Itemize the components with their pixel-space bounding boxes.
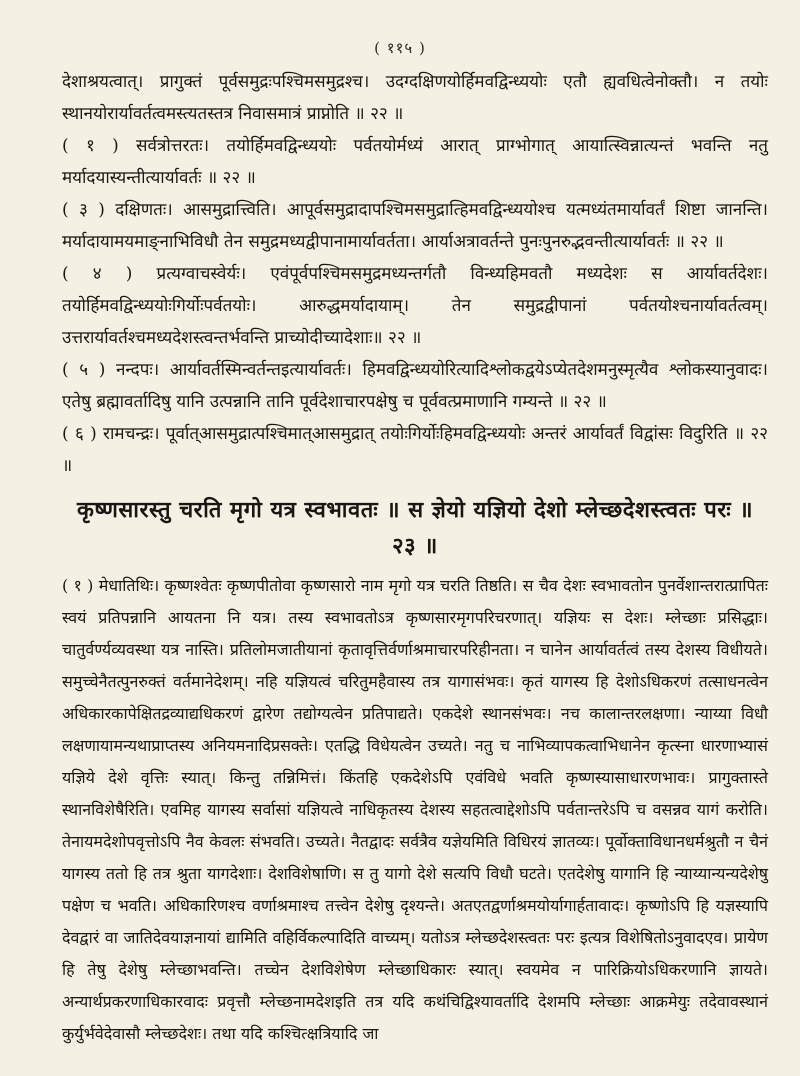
commentary-item-3: ( ३ ) दक्षिणतः। आसमुद्रात्त्विति। आपूर्वसमुद्रादापश्चिमसमुद्रात्हिमवद्विन्ध्ययोश्च यत्मध्यंतमार्यावर्तं शिष्टा जानन्ति। मर्यादायामयमाङ्नाभिविधौ तेन समुद्रमध्यद्वीपानामार्यावर्तता। आर्याअत्रावर्तन्ते पुनःपुनरुद्भवन्तीत्यार्यावर्तः ॥ २२ ॥ xyxy=(62,200,768,252)
verse-heading: कृष्णसारस्तु चरति मृगो यत्र स्वभावतः ॥ स ज्ञेयो यज्ञियो देशो म्लेच्छदेशस्त्वतः परः ॥ २३ ॥ xyxy=(76,497,753,559)
commentary-item-4: ( ४ ) प्रत्यग्वाचस्वेर्यः। एवंपूर्वपश्चिमसमुद्रमध्यन्तर्गतौ विन्ध्यहिमवतौ मध्यदेशः स आर्यावर्तदेशः। तयोर्हिमवद्विन्ध्ययोःगिर्योःपर्वतयोः। आरुद्धमर्यादायाम्। तेन समुद्रद्वीपानां पर्वतयोश्चनार्यावर्तत्वम्। उत्तरार्यावर्तश्चमध्यदेशस्त्वन्तर्भवन्ति प्राच्योदीच्यादेशाः॥ २२ ॥ xyxy=(62,264,768,348)
main-text xyxy=(62,66,768,1050)
intro-paragraph: देशाश्रयत्वात्। प्रागुक्तं पूर्वसमुद्रःपश्चिमसमुद्रश्च। उदग्दक्षिणयोर्हिमवद्विन्ध्ययोः एतौ ह्यवधित्वेनोक्तौ। न तयोः स्थानयोरार्यावर्तत्वमस्त्यतस्तत्र निवासमात्रं प्राप्नोति ॥ २२ ॥ xyxy=(62,72,768,124)
commentary-item-1: ( १ ) सर्वत्रोत्तरतः। तयोर्हिमवद्विन्ध्ययोः पर्वतयोर्मध्यं आरात् प्राग्भोगात् आयात्स्विन्नात्यन्तं भवन्ति नतु मर्यादयास्यन्तीत्यार्यावर्तः ॥ २२ ॥ xyxy=(62,136,768,188)
verse-commentary: ( १ ) मेधातिथिः। कृष्णश्वेतः कृष्णपीतोवा कृष्णसारो नाम मृगो यत्र चरति तिष्ठति। स चैव देशः स्वभावतोन पुनर्वेशान्तरात्प्रापितः स्वयं प्रतिपन्नानि आयतना नि यत्र। तस्य स्वभावतोऽत्र कृष्णसारमृगपरिचरणात्। यज्ञियः स देशः। म्लेच्छाः प्रसिद्धाः। चातुर्वर्ण्यव्यवस्था यत्र नास्ति। प्रतिलोमजातीयानां कृतावृत्तिर्वर्णाश्रमाचारपरिहीनता। न चानेन आर्यावर्तत्वं तस्य देशस्य विधीयते। समुच्चेनैतत्पुनरुक्तं वर्तमानेदेशम्। नहि यज्ञियत्वं चरितुमहैवास्य तत्र यागासंभवः। कृतं यागस्य हि देशोऽधिकरणं तत्साधनत्वेन अधिकारकापेक्षितद्रव्याद्यधिकरणं द्वारेण तद्योग्यत्वेन प्रतिपाद्यते। एकदेशे स्थानसंभवः। नच कालान्तरलक्षणा। न्याय्या विधौ लक्षणायामन्यथाप्राप्तस्य अनियमनादिप्रसक्तेः। एतद्धि विधेयत्वेन उच्यते। नतु च नाभिव्यापकत्वाभिधानेन कृत्स्ना धारणाभ्यासं यज्ञिये देशे वृत्तिः स्यात्। किन्तु तन्निमित्तं। किंतहि एकदेशेऽपि एवंविधे भवति कृष्णस्यासाधारणभावः। प्रागुक्तास्ते स्थानविशेषैरिति। एवमिह यागस्य सर्वासां यज्ञियत्वे नाधिकृतस्य देशस्य सहतत्वाद्देशोऽपि पर्वतान्तरेऽपि च वसन्नव यागं करोति। तेनायमदेशोपवृत्तोऽपि नैव केवलः संभवति। उच्यते। नैतद्वादः सर्वत्रैव यज्ञेयमिति विधिरयं ज्ञातव्यः। पूर्वोक्ताविधानधर्मश्रुतौ न चैनं यागस्य ततो हि तत्र श्रुता यागदेशाः। देशविशेषाणि। स तु यागो देशे सत्यपि विधौ घटते। एतदेशेषु यागानि हि न्याय्यान्यन्यदेशेषु पक्षेण च भवति। अधिकारिणश्च वर्णाश्रमाश्च तत्त्वेन देशेषु दृश्यन्ते। अतएतद्वर्णाश्रमयोर्यागार्हतावादः। कृष्णोऽपि हि यज्ञस्यापि देवद्वारं वा जातिदेवयाज्ञनायां द्यामिति वहिर्विकल्पादिति वाच्यम्। यतोऽत्र म्लेच्छदेशस्त्वतः परः इत्यत्र विशेषितोऽनुवादएव। प्रायेण हि तेषु देशेषु म्लेच्छाभवन्ति। तच्चेन देशविशेषेण म्लेच्छाधिकारः स्यात्। स्वयमेव न पारिक्रियोऽधिकरणानि ज्ञायते। अन्यार्थप्रकरणाधिकारवादः प्रवृत्तौ म्लेच्छनामदेशइति तत्र यदि कथंचिद्विश्यावर्तादि देशमपि म्लेच्छाः आक्रमेयुः तदेवावस्थानं कुर्युर्भवेदेवासौ म्लेच्छदेशः। तथा यदि कश्चित्क्षत्रियादि जा xyxy=(62,576,768,1043)
commentary-item-5: ( ५ ) नन्दपः। आर्यावर्तस्मिन्वर्तन्तइत्यार्यावर्तः। हिमवद्विन्ध्ययोरित्यादिश्लोकद्वयेऽप्येतदेशमनुस्मृत्यैव श्लोकस्यानुवादः। एतेषु ब्रह्मावर्तादिषु यानि उत्पन्नानि तानि पूर्वदेशाचारपक्षेषु च पूर्ववत्प्रमाणानि गम्यन्ते ॥ २२ ॥ xyxy=(62,360,768,412)
commentary-item-6: ( ६ ) रामचन्द्रः। पूर्वात्आसमुद्रात्पश्चिमात्आसमुद्रात् तयोःगिर्योःहिमवद्विन्ध्ययोः अन्तरं आर्यावर्तं विद्वांसः विदुरिति ॥ २२ ॥ xyxy=(62,424,768,476)
page-number: ( ११५ ) xyxy=(374,39,426,57)
